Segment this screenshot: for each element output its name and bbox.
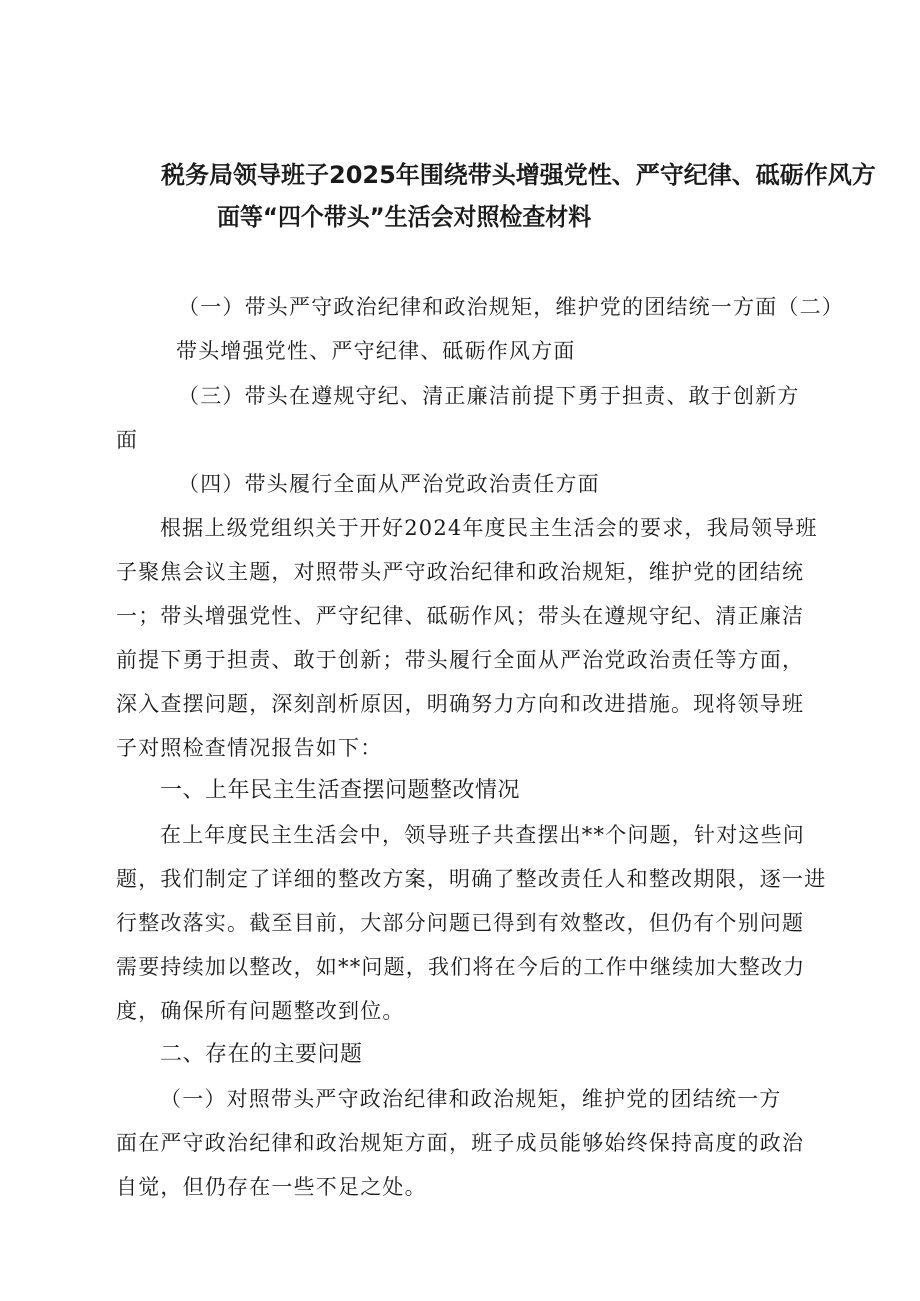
toc-item-4: （四）带头履行全面从严治党政治责任方面 — [178, 472, 600, 496]
section-1-line-1: 在上年度民主生活会中，领导班子共查摆出**个问题，针对这些问 — [160, 823, 805, 847]
section-1-line-5: 度，确保所有问题整改到位。 — [116, 999, 405, 1023]
intro-line-4: 前提下勇于担责、敢于创新；带头履行全面从严治党政治责任等方面， — [116, 648, 805, 672]
section-1-heading: 一、上年民主生活查摆问题整改情况 — [160, 778, 521, 803]
intro-line-3: 一；带头增强党性、严守纪律、砥砺作风；带头在遵规守纪、清正廉洁 — [116, 604, 805, 628]
document-title-line-2: 面等“四个带头”生活会对照检查材料 — [217, 203, 592, 231]
section-2-line-3: 自觉，但仍存在一些不足之处。 — [116, 1175, 427, 1199]
intro-line-5: 深入查摆问题，深刻剖析原因，明确努力方向和改进措施。现将领导班 — [116, 692, 805, 716]
intro-line-6: 子对照检查情况报告如下： — [116, 736, 383, 760]
section-2-line-2: 面在严守政治纪律和政治规矩方面，班子成员能够始终保持高度的政治 — [116, 1131, 805, 1155]
document-title-line-1: 税务局领导班子2025年围绕带头增强党性、严守纪律、砥砺作风方 — [161, 161, 876, 189]
toc-item-1-cont: 带头增强党性、严守纪律、砥砺作风方面 — [176, 339, 576, 363]
section-2-line-1: （一）对照带头严守政治纪律和政治规矩，维护党的团结统一方 — [160, 1087, 782, 1111]
intro-line-2: 子聚焦会议主题，对照带头严守政治纪律和政治规矩，维护党的团结统 — [116, 560, 805, 584]
toc-item-3: （三）带头在遵规守纪、清正廉洁前提下勇于担责、敢于创新方 — [178, 384, 800, 408]
toc-item-1: （一）带头严守政治纪律和政治规矩，维护党的团结统一方面（二） — [178, 295, 844, 319]
intro-line-1: 根据上级党组织关于开好2024年度民主生活会的要求，我局领导班 — [160, 516, 818, 540]
toc-item-3-cont: 面 — [116, 428, 139, 452]
section-1-line-4: 需要持续加以整改，如**问题，我们将在今后的工作中继续加大整改力 — [116, 955, 806, 979]
section-2-heading: 二、存在的主要问题 — [160, 1042, 363, 1067]
section-1-line-3: 行整改落实。截至目前，大部分问题已得到有效整改，但仍有个别问题 — [116, 911, 805, 935]
section-1-line-2: 题，我们制定了详细的整改方案，明确了整改责任人和整改期限，逐一进 — [116, 867, 827, 891]
